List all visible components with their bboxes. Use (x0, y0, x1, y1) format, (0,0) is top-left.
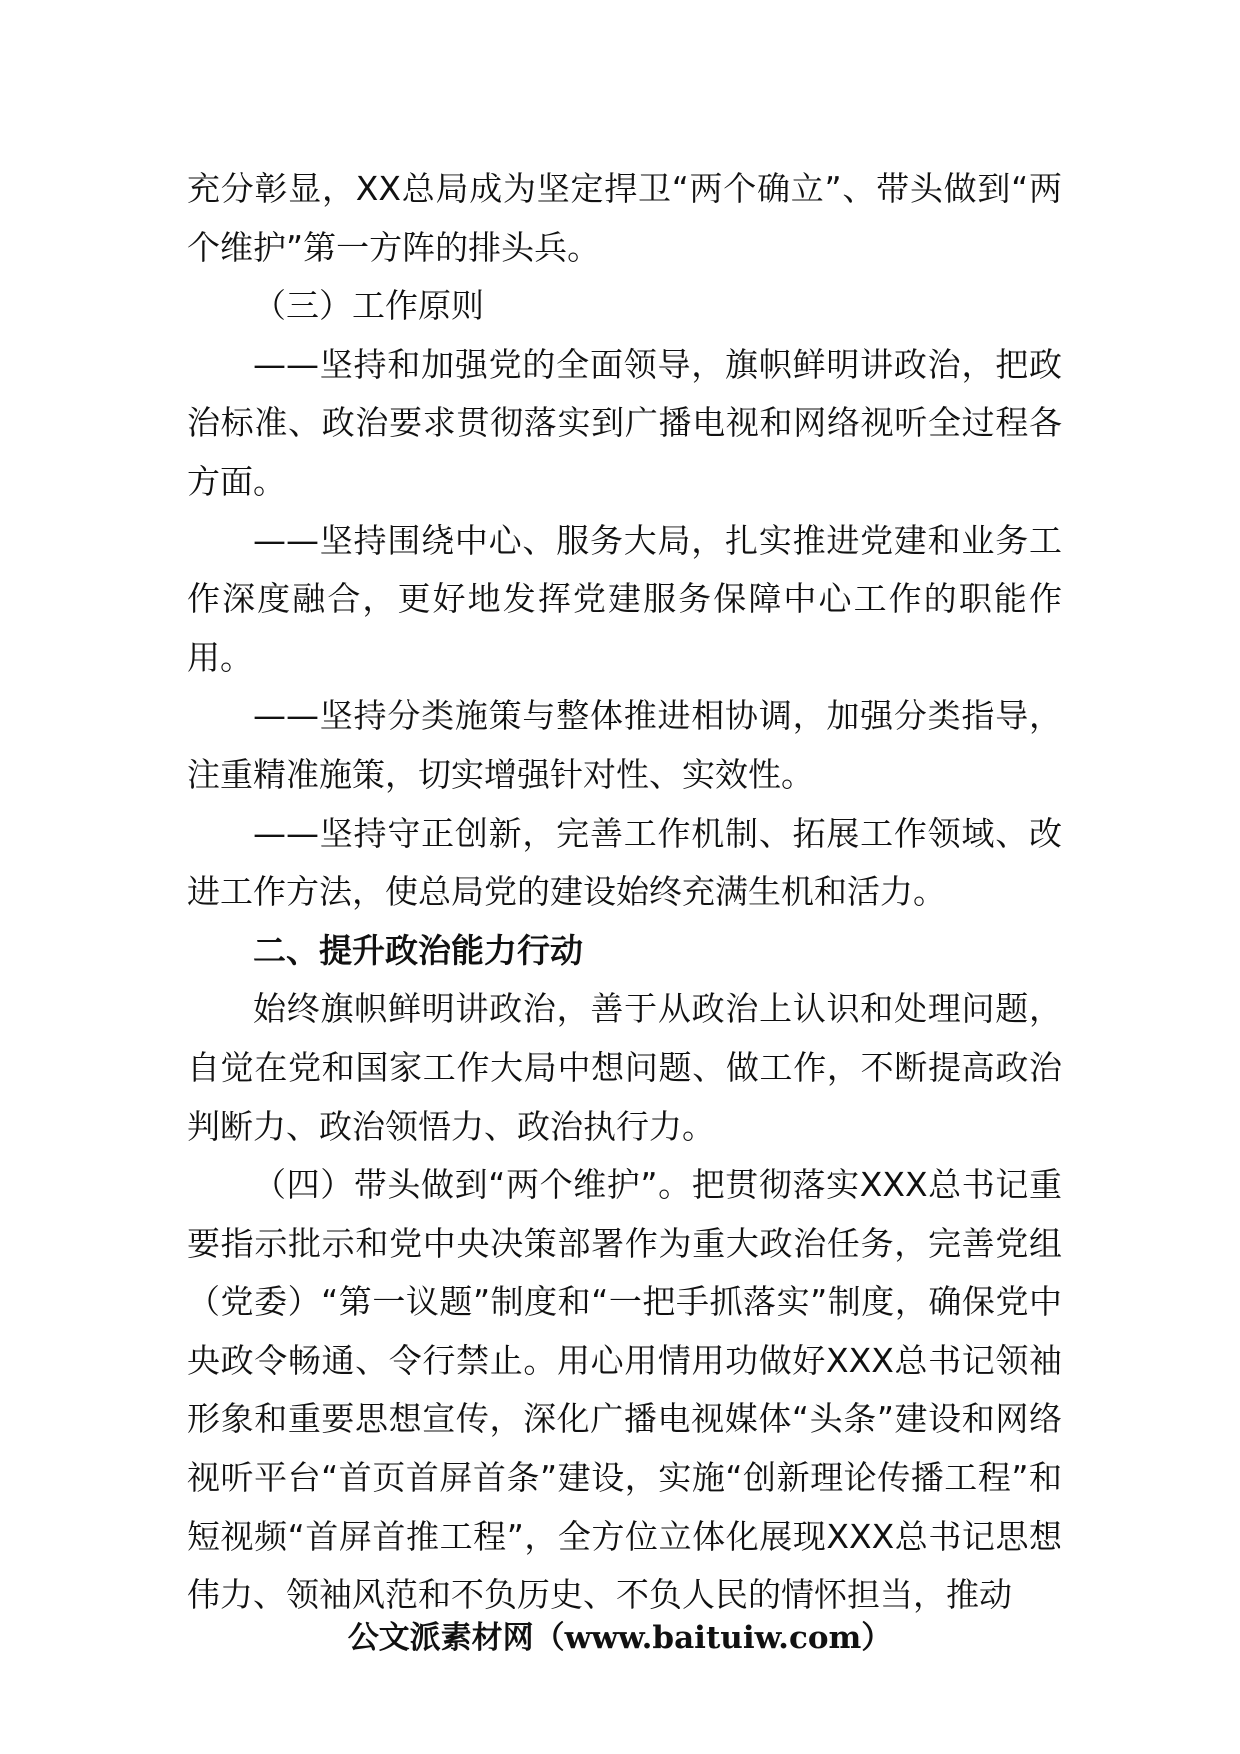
principle-party-leadership: ——坚持和加强党的全面领导，旗帜鲜明讲政治，把政治标准、政治要求贯彻落实到广播电视和网络视听全过程各方面。 (187, 344, 1062, 501)
section-heading-work-principles: （三）工作原则 (253, 286, 484, 326)
document-body (187, 160, 1062, 1625)
paragraph-political-ability-intro: 始终旗帜鲜明讲政治，善于从政治上认识和处理问题，自觉在党和国家工作大局中想问题、做工作，不断提高政治判断力、政治领悟力、政治执行力。 (187, 989, 1062, 1146)
principle-serve-center: ——坚持围绕中心、服务大局，扎实推进党建和业务工作深度融合，更好地发挥党建服务保障中心工作的职能作用。 (187, 520, 1062, 677)
chapter-heading-political-ability: 二、提升政治能力行动 (253, 930, 583, 970)
principle-classified-policy: ——坚持分类施策与整体推进相协调，加强分类指导，注重精准施策，切实增强针对性、实效性。 (187, 696, 1062, 794)
paragraph-continuation: 充分彰显，XX总局成为坚定捍卫“两个确立”、带头做到“两个维护”第一方阵的排头兵。 (187, 169, 1062, 267)
footer-watermark: 公文派素材网（www.baituiw.com） (347, 1620, 893, 1656)
paragraph-two-safeguards: （四）带头做到“两个维护”。把贯彻落实XXX总书记重要指示批示和党中央决策部署作为重大政治任务，完善党组（党委）“第一议题”制度和“一把手抓落实”制度，确保党中央政令畅通、令行禁止。用心用情用功做好XXX总书记领袖形象和重要思想宣传，深化广播电视媒体“头条”建设和网络视听平台“首页首屏首条”建设，实施“创新理论传播工程”和短视频“首屏首推工程”，全方位立体化展现XXX总书记思想伟力、领袖风范和不负历史、不负人民的情怀担当，推动 (187, 1165, 1062, 1615)
principle-innovation: ——坚持守正创新，完善工作机制、拓展工作领域、改进工作方法，使总局党的建设始终充满生机和活力。 (187, 813, 1062, 912)
